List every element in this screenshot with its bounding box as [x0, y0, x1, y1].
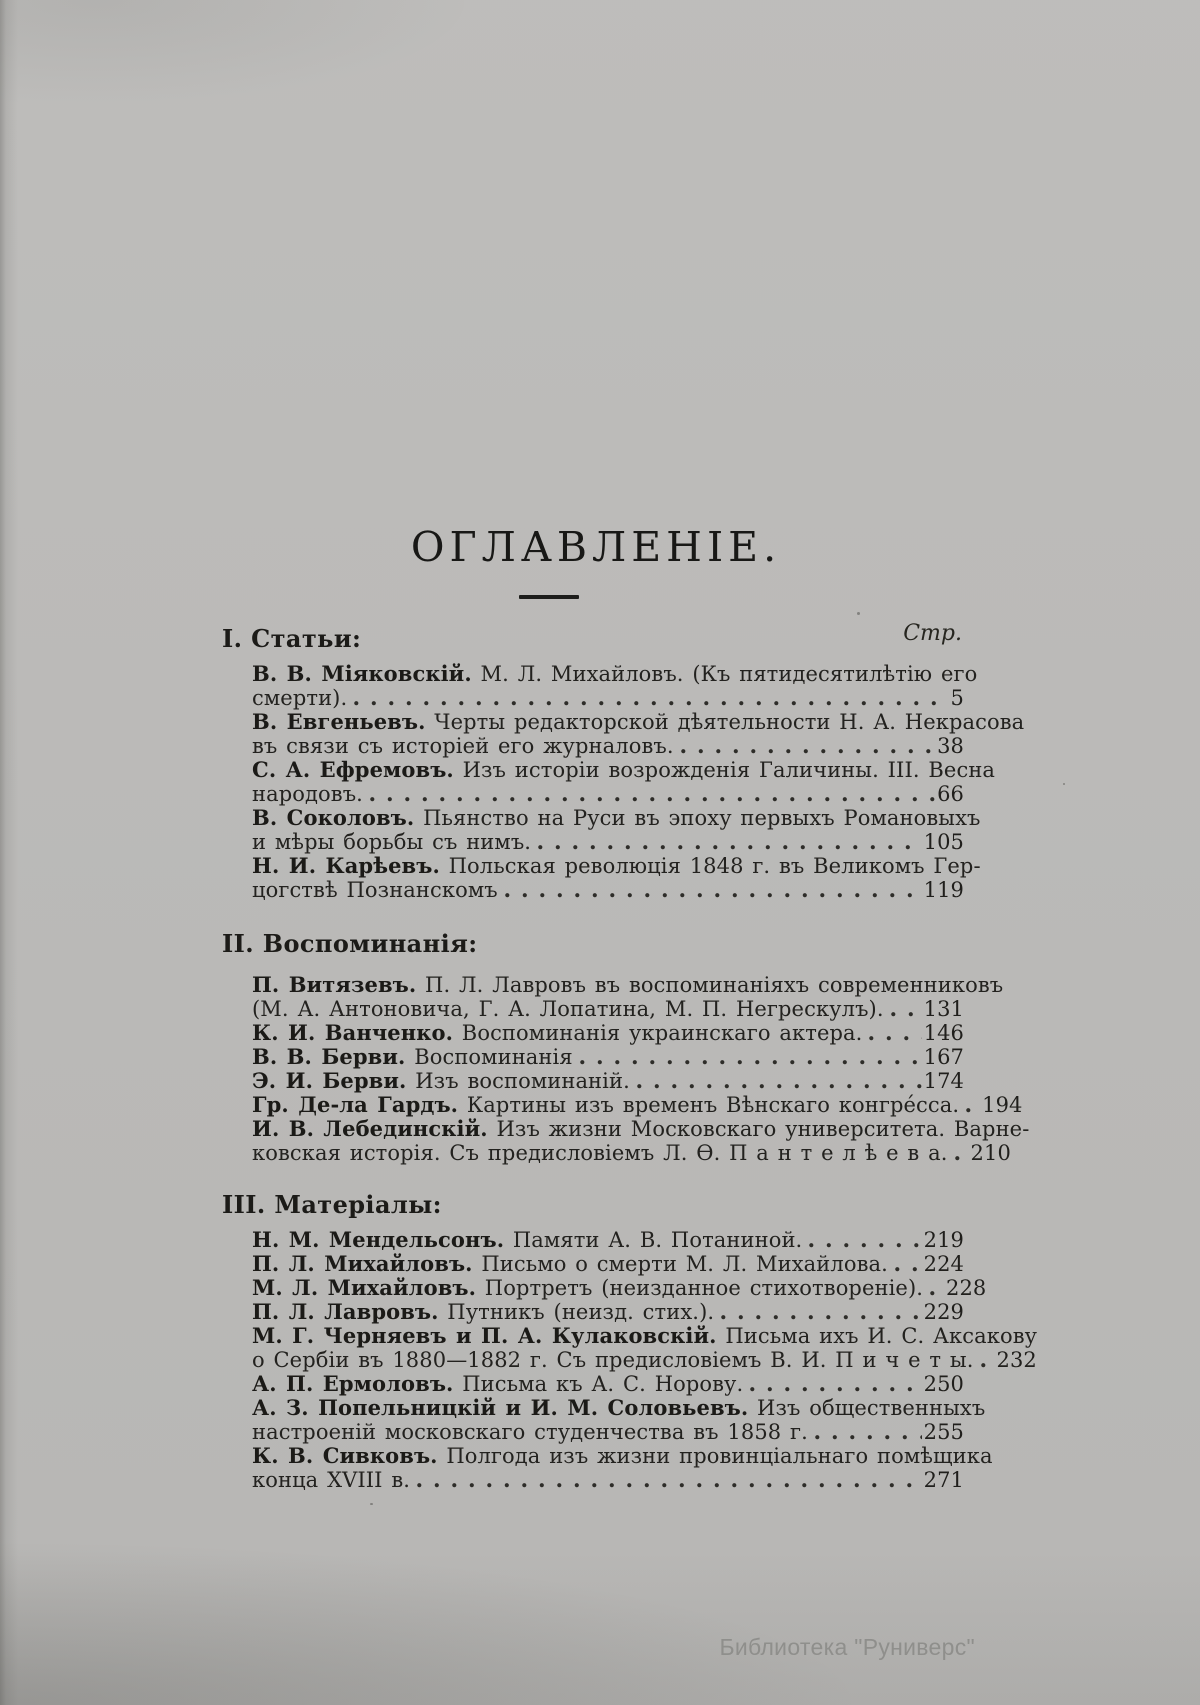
dot-leader [370, 796, 935, 803]
entry-title-text: Памяти А. В. Потаниной. [504, 1228, 803, 1252]
entry-author: Гр. Де-ла Гардъ. [252, 1092, 459, 1117]
page-number: 38 [937, 734, 964, 758]
dot-leader [981, 1362, 995, 1369]
dot-leader [681, 748, 935, 755]
toc-entry-line [252, 1275, 987, 1300]
scan-speck [1063, 783, 1065, 785]
entry-title-text: М. Л. Михайловъ. (Къ пятидесятилѣтію его [471, 662, 978, 686]
entry-author: И. В. Лебединскій. [252, 1116, 488, 1141]
toc-section [222, 1190, 1038, 1492]
entry-author: В. В. Міяковскій. [252, 661, 472, 686]
entry-author: П. Л. Лавровъ. [252, 1299, 439, 1324]
dot-leader [809, 1242, 921, 1249]
entry-title-text: ковская исторія. Съ предисловіемъ Л. Ѳ. П а н т е л ѣ е в а. [252, 1141, 948, 1165]
dot-leader [891, 1011, 922, 1018]
scan-speck [857, 612, 860, 615]
page-number: 131 [923, 997, 964, 1021]
entry-title-text: П. Л. Лавровъ въ воспоминаніяхъ современниковъ [416, 973, 1004, 997]
toc-entry-line [252, 1300, 964, 1324]
toc-entry-line [252, 1420, 964, 1444]
entry-title-text: Письма ихъ И. С. Аксакову [716, 1324, 1038, 1348]
page-number: 271 [923, 1468, 964, 1492]
entry-title-text: Портретъ (неизданное стихотвореніе). [476, 1276, 924, 1300]
dot-leader [966, 1107, 980, 1114]
toc-entry-line [252, 757, 996, 782]
page-number: 105 [923, 830, 964, 854]
dot-leader [815, 1434, 922, 1441]
entry-author: Э. И. Берви. [252, 1068, 407, 1093]
entry-title-text: конца XVIII в. [252, 1468, 411, 1492]
entry-title-text: смерти). [252, 686, 348, 710]
entry-author: К. И. Ванченко. [252, 1020, 454, 1045]
section-entries [252, 661, 1025, 902]
entry-author: К. В. Сивковъ. [252, 1443, 438, 1468]
entry-title-text: Изъ исторіи возрожденія Галичины. III. Весна [453, 758, 996, 782]
scan-speck [370, 1503, 373, 1505]
page-number: 255 [923, 1420, 964, 1444]
entry-title-text: народовъ. [252, 782, 363, 806]
entry-author: В. Соколовъ. [252, 805, 415, 830]
title-divider-rule [519, 595, 579, 599]
dot-leader [930, 1290, 944, 1297]
entry-title-text: Письмо о смерти М. Л. Михайлова. [472, 1252, 888, 1276]
toc-entry-line [252, 805, 981, 830]
entry-title-text: Полгода изъ жизни провинціальнаго помѣщика [437, 1444, 993, 1468]
toc-entry-line [252, 1069, 964, 1093]
entry-title-text: Изъ общественныхъ [748, 1396, 986, 1420]
toc-entry-line [252, 853, 981, 878]
dot-leader [538, 844, 922, 851]
page-number: 5 [950, 686, 964, 710]
toc-entry-line [252, 1116, 1030, 1141]
entry-title-text: (М. А. Антоновича, Г. А. Лопатина, М. П. Негрескулъ). [252, 997, 884, 1021]
entry-author: М. Г. Черняевъ и П. А. Кулаковскій. [252, 1323, 717, 1348]
entry-author: С. А. Ефремовъ. [252, 757, 454, 782]
toc-entry-line [252, 1323, 1038, 1348]
entry-author: М. Л. Михайловъ. [252, 1275, 477, 1300]
toc-entry-line [252, 709, 1025, 734]
dot-leader [417, 1482, 922, 1489]
entry-title-text: Черты редакторской дѣятельности Н. А. Некрасова [425, 710, 1025, 734]
page-number: 66 [937, 782, 964, 806]
entry-title-text: Воспоминанія [405, 1045, 573, 1069]
dot-leader [354, 700, 936, 707]
entry-title-text: Картины изъ временъ Вѣнскаго конгре́сса. [458, 1093, 960, 1117]
entry-author: А. З. Попельницкій и И. М. Соловьевъ. [252, 1395, 749, 1420]
entry-title-text: Пьянство на Руси въ эпоху первыхъ Романовыхъ [414, 806, 981, 830]
dot-leader [637, 1083, 922, 1090]
entry-title-text: о Сербіи въ 1880—1882 г. Съ предисловіемъ В. И. П и ч е т ы. [252, 1348, 974, 1372]
toc-entry-line [252, 1021, 964, 1045]
toc-section [222, 624, 1025, 902]
page-number: 210 [970, 1141, 1011, 1165]
entry-title-text: настроеній московскаго студенчества въ 1858 г. [252, 1420, 808, 1444]
toc-entry-line [252, 1348, 1037, 1372]
toc-entry-line [252, 1468, 964, 1492]
entry-title-text: Письма къ А. С. Норову. [453, 1372, 744, 1396]
toc-section [222, 929, 1030, 1165]
toc-entry-line [252, 1395, 986, 1420]
page-number: 174 [923, 1069, 964, 1093]
toc-entry-line [252, 972, 1004, 997]
toc-entry-line [252, 878, 964, 902]
entry-title-text: Изъ воспоминаній. [406, 1069, 630, 1093]
page-number: 194 [982, 1093, 1023, 1117]
dot-leader [750, 1386, 921, 1393]
page-number: 146 [923, 1021, 964, 1045]
entry-author: П. Витязевъ. [252, 972, 417, 997]
dot-leader [505, 892, 922, 899]
dot-leader [955, 1155, 969, 1162]
section-heading: III. Матеріалы: [222, 1190, 442, 1219]
page-column-header: Стр. [903, 621, 962, 646]
toc-entry-line [252, 830, 964, 854]
entry-author: В. Евгеньевъ. [252, 709, 426, 734]
section-entries [252, 1227, 1038, 1492]
page-number: 224 [923, 1252, 964, 1276]
entry-title-text: Изъ жизни Московскаго университета. Варне- [487, 1117, 1030, 1141]
entry-title-text: Путникъ (неизд. стих.). [438, 1300, 715, 1324]
library-watermark: Библиотека "Руниверс" [719, 1634, 975, 1660]
toc-entry-line [252, 1141, 1011, 1165]
page-number: 219 [923, 1228, 964, 1252]
section-heading: II. Воспоминанія: [222, 929, 478, 958]
entry-title-text: Польская революція 1848 г. въ Великомъ Гер- [439, 854, 981, 878]
entry-title-text: Воспоминанія украинскаго актера. [453, 1021, 863, 1045]
toc-entry-line [252, 997, 964, 1021]
dot-leader [895, 1266, 922, 1273]
page-title: ОГЛАВЛЕНІЕ. [410, 523, 782, 571]
toc-entry-line [252, 1092, 1023, 1117]
toc-entry-line [252, 661, 978, 686]
section-entries [252, 972, 1030, 1165]
dot-leader [869, 1035, 921, 1042]
page-number: 250 [923, 1372, 964, 1396]
page-number: 229 [923, 1300, 964, 1324]
section-heading: I. Статьи: [222, 624, 362, 653]
toc-entry-line [252, 1372, 964, 1396]
toc-entry-line [252, 1252, 964, 1276]
entry-title-text: въ связи съ исторіей его журналовъ. [252, 734, 674, 758]
toc-entry-line [252, 782, 964, 806]
toc-entry-line [252, 1045, 964, 1069]
toc-entry-line [252, 686, 964, 710]
dot-leader [721, 1314, 921, 1321]
toc-entry-line [252, 1228, 964, 1252]
page-number: 232 [996, 1348, 1037, 1372]
entry-author: Н. М. Мендельсонъ. [252, 1227, 505, 1252]
entry-title-text: цогствѣ Познанскомъ [252, 878, 498, 902]
entry-author: В. В. Берви. [252, 1044, 406, 1069]
entry-author: А. П. Ермоловъ. [252, 1371, 454, 1396]
entry-author: Н. И. Карѣевъ. [252, 853, 440, 878]
page-number: 119 [923, 878, 964, 902]
toc-entry-line [252, 734, 964, 758]
page-number: 167 [923, 1045, 964, 1069]
entry-title-text: и мѣры борьбы съ нимъ. [252, 830, 532, 854]
dot-leader [580, 1059, 922, 1066]
toc-entry-line [252, 1443, 993, 1468]
entry-author: П. Л. Михайловъ. [252, 1251, 473, 1276]
page-number: 228 [946, 1276, 987, 1300]
